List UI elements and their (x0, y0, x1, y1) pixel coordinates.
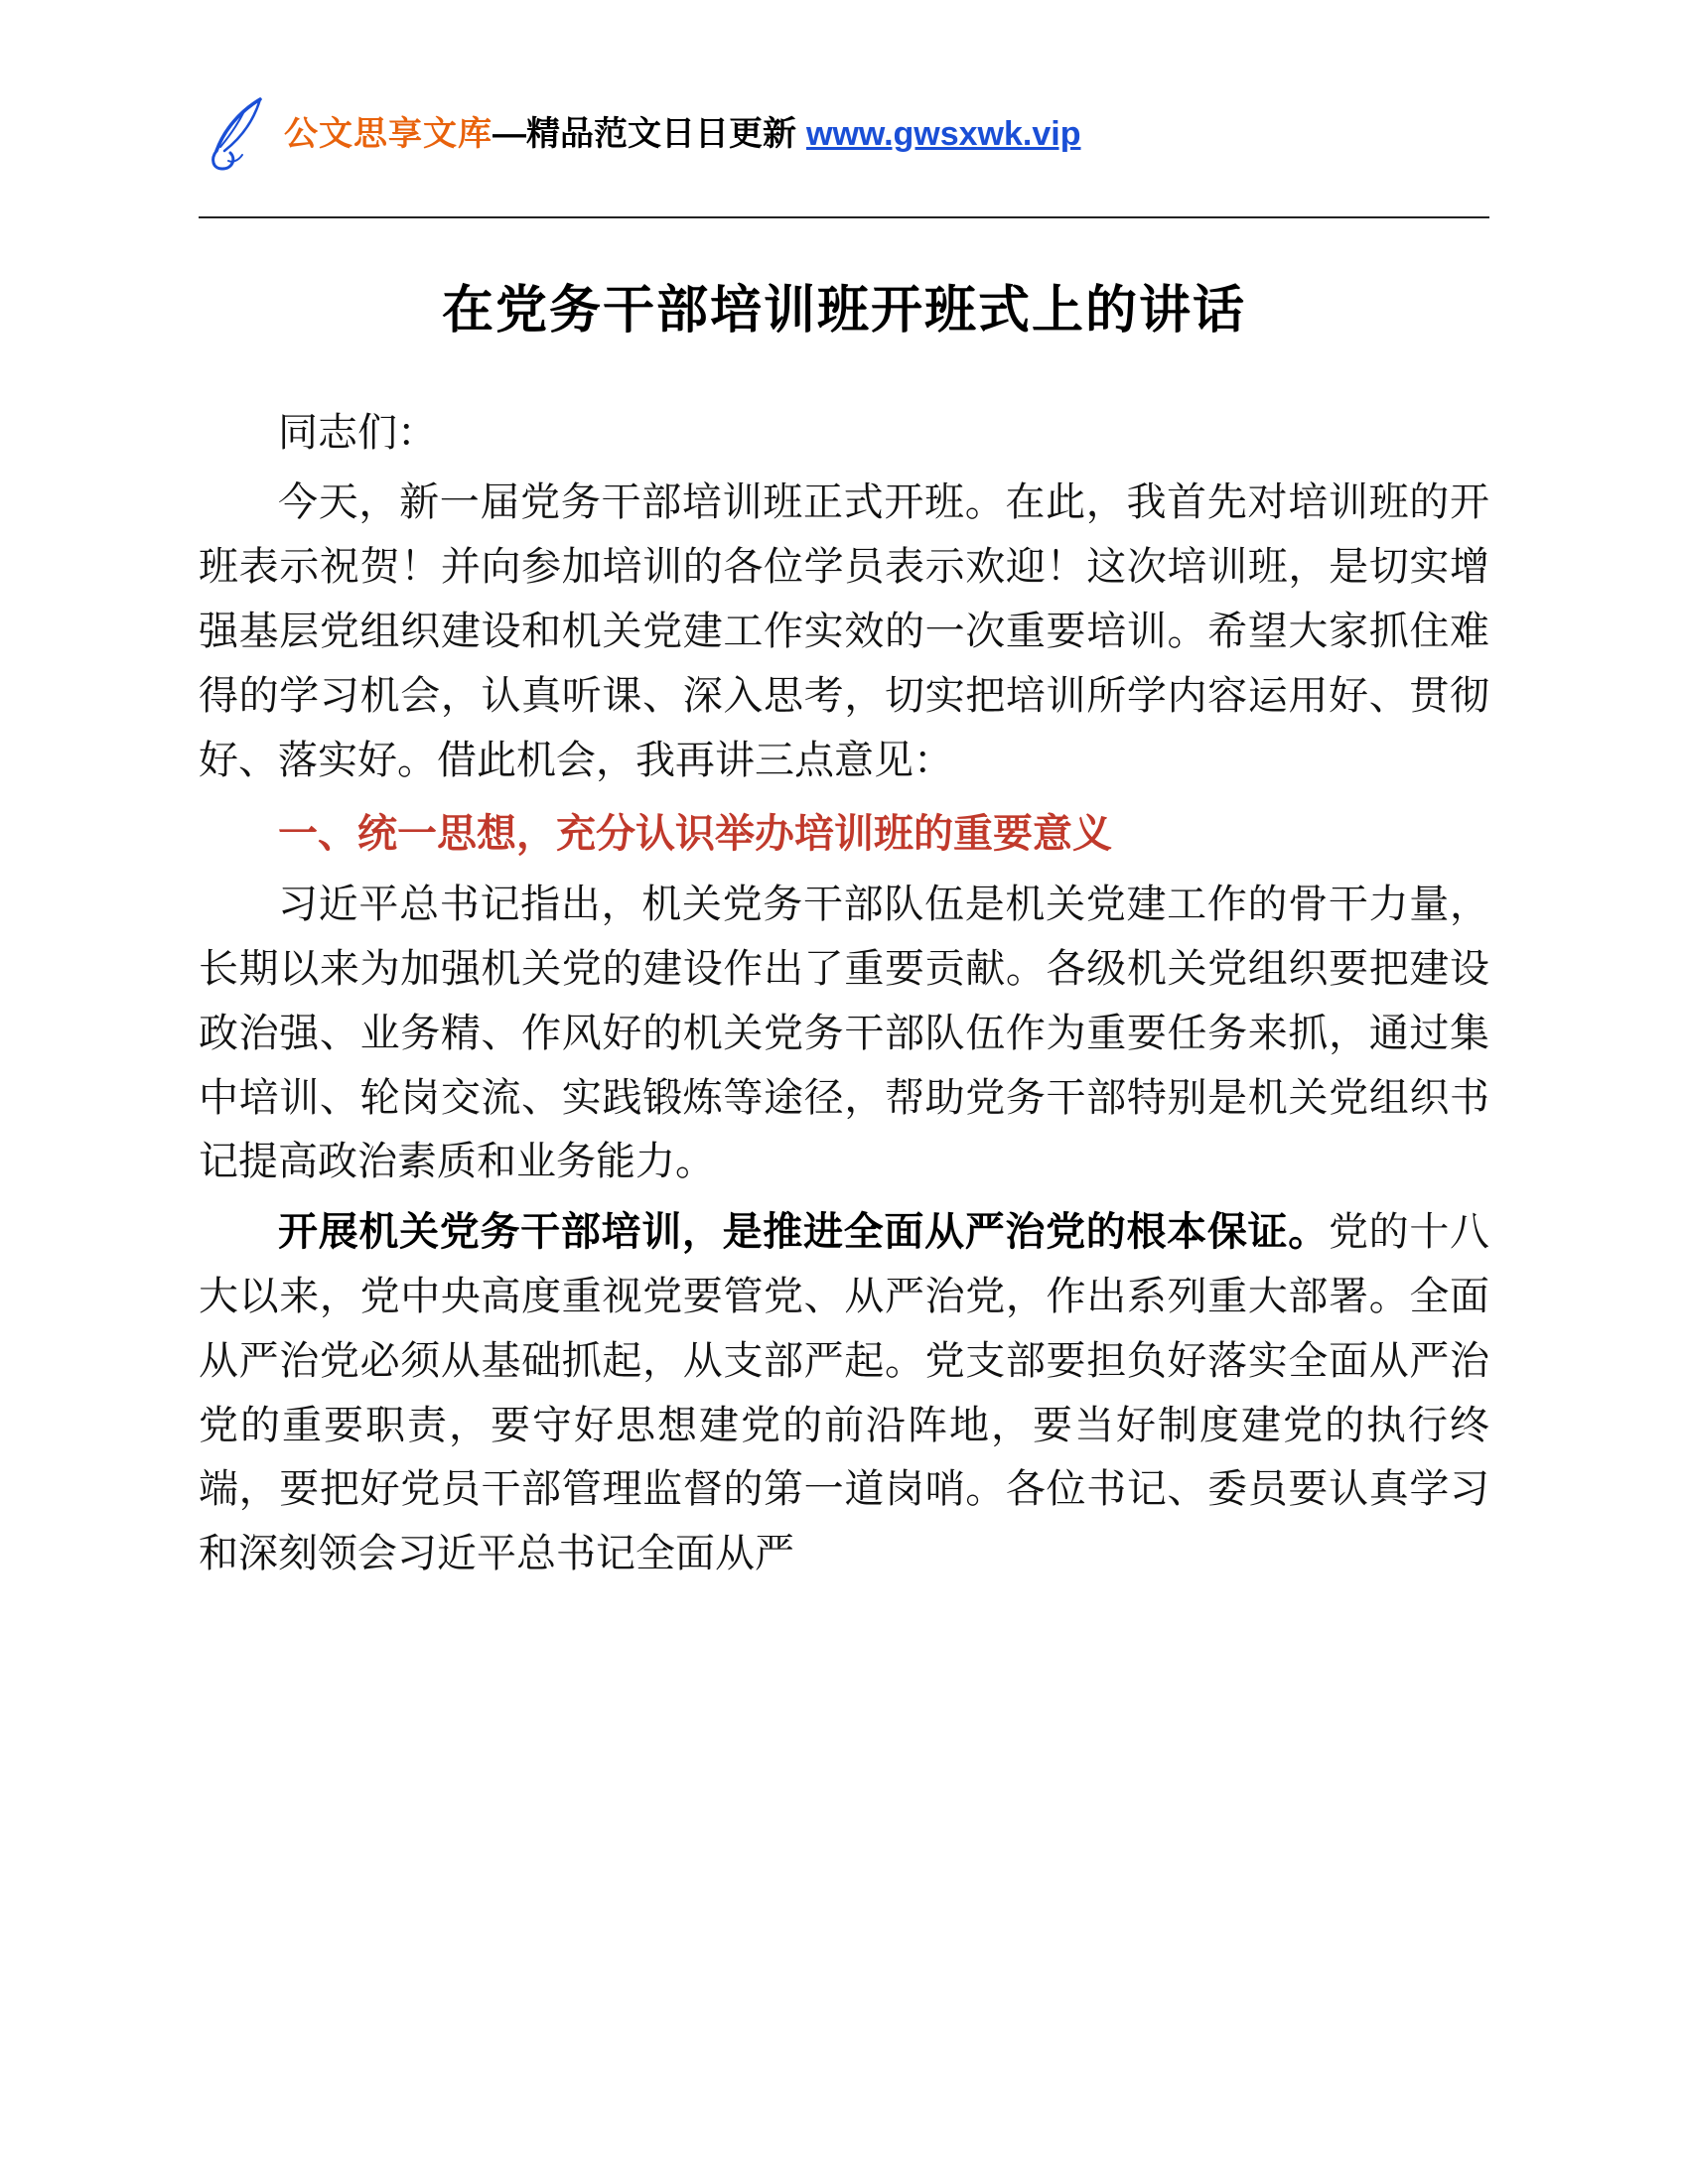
document-body (199, 278, 1489, 1592)
brand-name: 公文思享文库 (284, 114, 492, 153)
paragraph-2: 习近平总书记指出，机关党务干部队伍是机关党建工作的骨干力量，长期以来为加强机关党的建设作出了重要贡献。各级机关党组织要把建设政治强、业务精、作风好的机关党务干部队伍作为重要任务来抓，通过集中培训、轮岗交流、实践锻炼等途径，帮助党务干部特别是机关党组织书记提高政治素质和业务能力。 (199, 883, 1489, 1184)
header-divider (199, 216, 1489, 218)
section-heading-1: 一、统一思想，充分认识举办培训班的重要意义 (278, 812, 1112, 857)
page-title: 在党务干部培训班开班式上的讲话 (441, 282, 1246, 340)
feather-quill-icon (199, 89, 278, 179)
site-url-link[interactable]: www.gwsxwk.vip (806, 114, 1081, 153)
brand-tagline: —精品范文日日更新 (492, 114, 796, 153)
header-title (284, 114, 1080, 155)
paragraph-3-lead: 开展机关党务干部培训，是推进全面从严治党的根本保证。 (278, 1210, 1329, 1255)
paragraph-3-rest: 党的十八大以来，党中央高度重视党要管党、从严治党，作出系列重大部署。全面从严治党必须从基础抓起，从支部严起。党支部要担负好落实全面从严治党的重要职责，要守好思想建党的前沿阵地，要当好制度建党的执行终端，要把好党员干部管理监督的第一道岗哨。各位书记、委员要认真学习和深刻领会习近平总书记全面从严 (199, 1210, 1490, 1576)
salutation: 同志们： (278, 410, 437, 455)
site-header (199, 79, 1489, 189)
paragraph-3 (199, 1200, 1489, 1586)
paragraph-1: 今天，新一届党务干部培训班正式开班。在此，我首先对培训班的开班表示祝贺！并向参加培训的各位学员表示欢迎！这次培训班，是切实增强基层党组织建设和机关党建工作实效的一次重要培训。希望大家抓住难得的学习机会，认真听课、深入思考，切实把培训所学内容运用好、贯彻好、落实好。借此机会，我再讲三点意见： (199, 480, 1489, 782)
